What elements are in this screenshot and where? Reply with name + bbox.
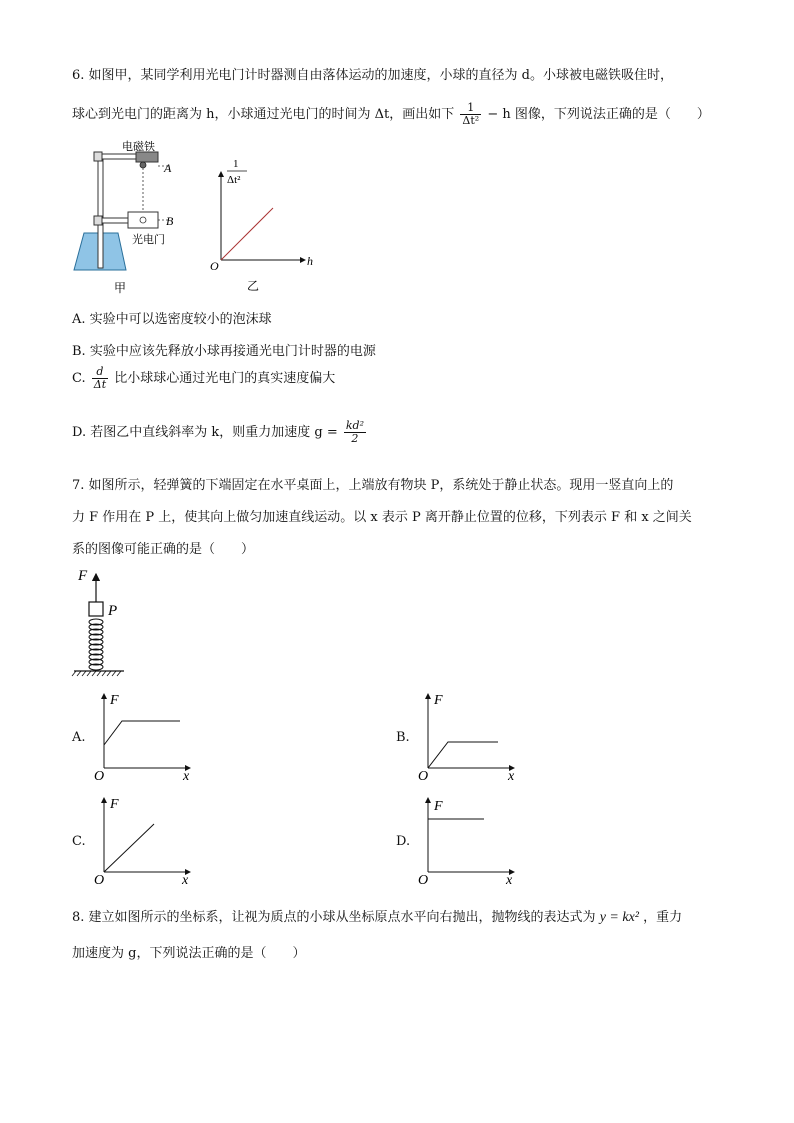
q7-stem-line1: 7. 如图所示，轻弹簧的下端固定在水平桌面上，上端放有物块 P，系统处于静止状态。现用一竖直向上的 [72, 478, 674, 493]
q6-stem-line2b: − h 图像，下列说法正确的是（ ） [487, 107, 710, 122]
x-label: h [307, 254, 313, 268]
q6-option-a: A. 实验中可以选密度较小的泡沫球 [72, 312, 272, 327]
q7-stem-line3: 系的图像可能正确的是（ ） [72, 542, 255, 557]
electromagnet [136, 152, 158, 162]
q7-option-b-label: B. [396, 730, 410, 745]
label-x: x [506, 873, 513, 888]
lower-clamp [94, 216, 102, 225]
label-B: B [166, 214, 174, 228]
graph-line [104, 721, 180, 745]
q6-stem-frac-num: 1 [460, 102, 481, 115]
graph-line [104, 824, 154, 872]
q7-option-c-label: C. [72, 834, 86, 849]
q8-stem-line1a: 8. 建立如图所示的坐标系，让视为质点的小球从坐标原点水平向右抛出，抛物线的表达式为 [72, 910, 596, 925]
q6-option-c-frac [92, 366, 108, 391]
label-gate: 光电门 [132, 234, 165, 246]
q6-option-d [72, 420, 368, 445]
photogate-hole [140, 217, 146, 223]
q6-option-b: B. 实验中应该先释放小球再接通光电门计时器的电源 [72, 344, 376, 359]
q6-option-c-num: d [92, 366, 108, 379]
graph-line [428, 742, 498, 768]
q7-graph-c [90, 792, 200, 888]
q6-stem-fraction [460, 102, 481, 127]
vertical-rod [98, 156, 103, 268]
label-x: x [183, 769, 190, 784]
q6-option-c-prefix: C. [72, 371, 86, 386]
label-x: x [182, 873, 189, 888]
q7-graph-b [414, 688, 524, 784]
label-F: F [434, 693, 443, 708]
q8-stem-line2: 加速度为 g，下列说法正确的是（ ） [72, 946, 306, 961]
q7-stem-line2: 力 F 作用在 P 上，使其向上做匀加速直线运动。以 x 表示 P 离开静止位置的位移，下列表示 F 和 x 之间关 [72, 510, 692, 525]
q7-option-a-label: A. [72, 730, 86, 745]
block-P [89, 602, 103, 616]
q6-option-c [72, 366, 335, 391]
y-label-den: Δt² [227, 174, 241, 186]
q7-graph-d [414, 792, 524, 888]
ground-hatch [72, 671, 121, 676]
y-label-num: 1 [233, 158, 239, 170]
q6-option-d-num: kd² [345, 419, 364, 432]
q7-option-d-label: D. [396, 834, 411, 849]
q6-figure-yi [205, 152, 325, 292]
q8-stem-line1 [72, 906, 682, 926]
label-P: P [108, 603, 118, 619]
q7-graph-a [90, 688, 200, 784]
label-F: F [110, 693, 119, 708]
q6-option-c-text: 比小球球心通过光电门的真实速度偏大 [114, 371, 336, 386]
label-O: O [94, 873, 105, 888]
q8-formula: y = kx² [599, 910, 639, 925]
top-clamp [94, 152, 102, 161]
label-F: F [110, 797, 119, 812]
q8-stem-line1b: ，重力 [643, 910, 683, 925]
ball [140, 162, 146, 168]
q6-stem-frac-den: Δt² [462, 114, 480, 127]
label-O: O [418, 769, 429, 784]
label-O: O [418, 873, 429, 888]
label-magnet: 电磁铁 [122, 141, 155, 153]
caption-jia: 甲 [114, 281, 127, 295]
q6-stem-line1: 6. 如图甲，某同学利用光电门计时器测自由落体运动的加速度，小球的直径为 d。小球被电磁铁吸住时， [72, 68, 673, 83]
q6-option-c-den: Δt [93, 378, 107, 391]
q6-figure-jia [66, 138, 176, 298]
q6-option-d-den: 2 [351, 432, 359, 445]
spring [89, 619, 103, 670]
label-F: F [78, 568, 88, 584]
q7-spring-figure [68, 564, 148, 680]
label-F: F [434, 799, 443, 814]
label-x: x [508, 769, 515, 784]
origin-label: O [210, 259, 219, 273]
q6-stem-line2a: 球心到光电门的距离为 h，小球通过光电门的时间为 Δt，画出如下 [72, 107, 455, 122]
q6-stem-line2 [72, 102, 710, 127]
label-O: O [94, 769, 105, 784]
q6-option-d-frac [344, 420, 366, 445]
label-A: A [164, 161, 172, 175]
caption-yi: 乙 [247, 279, 260, 292]
graph-line [221, 208, 273, 260]
q6-option-d-text: D. 若图乙中直线斜率为 k，则重力加速度 g = [72, 425, 338, 440]
